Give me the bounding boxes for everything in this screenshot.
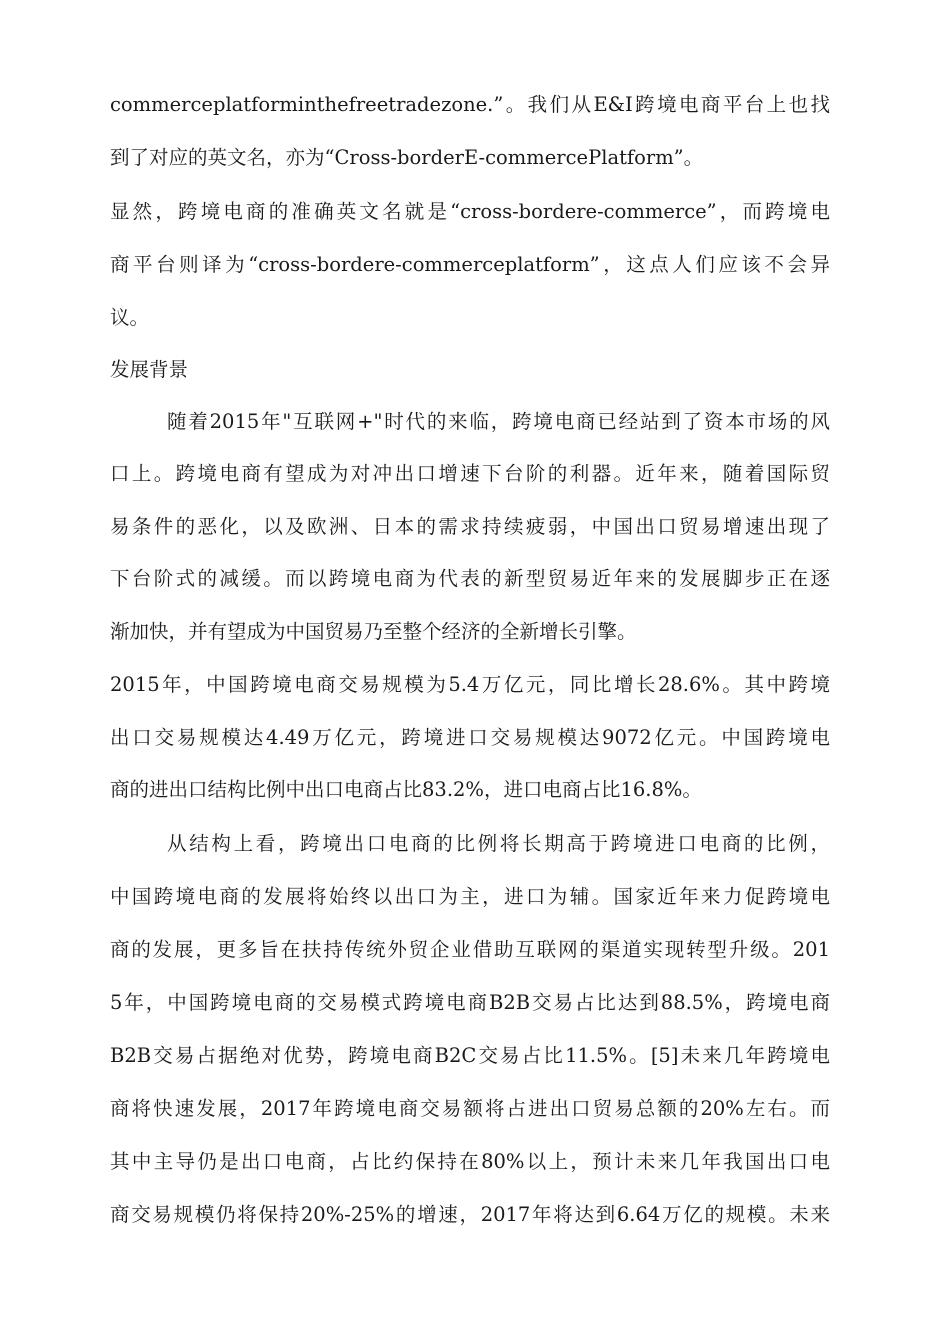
text-line: 到了对应的英文名，亦为“Cross-borderE-commercePlatform”。 — [110, 146, 704, 169]
text-line: 出口交易规模达4.49万亿元，跨境进口交易规模达9072亿元。中国跨境电 — [110, 726, 830, 749]
text-line: 随着2015年"互联网+"时代的来临，跨境电商已经站到了资本市场的风 — [167, 410, 830, 433]
text-line: 中国跨境电商的发展将始终以出口为主，进口为辅。国家近年来力促跨境电 — [110, 885, 830, 908]
text-line: B2B交易占据绝对优势，跨境电商B2C交易占比11.5%。[5]未来几年跨境电 — [110, 1044, 830, 1067]
text-line: 商的发展，更多旨在扶持传统外贸企业借助互联网的渠道实现转型升级。201 — [110, 938, 830, 961]
text-line: 其中主导仍是出口电商，占比约保持在80%以上，预计未来几年我国出口电 — [110, 1150, 830, 1173]
text-line: 议。 — [110, 306, 150, 329]
text-line: 商交易规模仍将保持20%-25%的增速，2017年将达到6.64万亿的规模。未来 — [110, 1203, 830, 1226]
text-line: 易条件的恶化，以及欧洲、日本的需求持续疲弱，中国出口贸易增速出现了 — [110, 515, 830, 538]
text-line: 从结构上看，跨境出口电商的比例将长期高于跨境进口电商的比例， — [167, 832, 830, 855]
text-line: 口上。跨境电商有望成为对冲出口增速下台阶的利器。近年来，随着国际贸 — [110, 462, 830, 485]
text-line: 下台阶式的减缓。而以跨境电商为代表的新型贸易近年来的发展脚步正在逐 — [110, 567, 830, 590]
text-line: 商平台则译为“cross-bordere-commerceplatform”，这点人们应该不会异 — [110, 253, 830, 276]
section-heading: 发展背景 — [110, 358, 189, 381]
text-line: 商将快速发展，2017年跨境电商交易额将占进出口贸易总额的20%左右。而 — [110, 1097, 830, 1120]
text-line: commerceplatforminthefreetradezone.”。我们从E&I跨境电商平台上也找 — [110, 93, 830, 116]
text-line: 2015年，中国跨境电商交易规模为5.4万亿元，同比增长28.6%。其中跨境 — [110, 673, 830, 696]
text-line: 商的进出口结构比例中出口电商占比83.2%，进口电商占比16.8%。 — [110, 778, 702, 801]
text-line: 渐加快，并有望成为中国贸易乃至整个经济的全新增长引擎。 — [110, 620, 637, 643]
text-line: 显然，跨境电商的准确英文名就是“cross-bordere-commerce”，而跨境电 — [110, 200, 830, 223]
text-line: 5年，中国跨境电商的交易模式跨境电商B2B交易占比达到88.5%，跨境电商 — [110, 991, 830, 1014]
